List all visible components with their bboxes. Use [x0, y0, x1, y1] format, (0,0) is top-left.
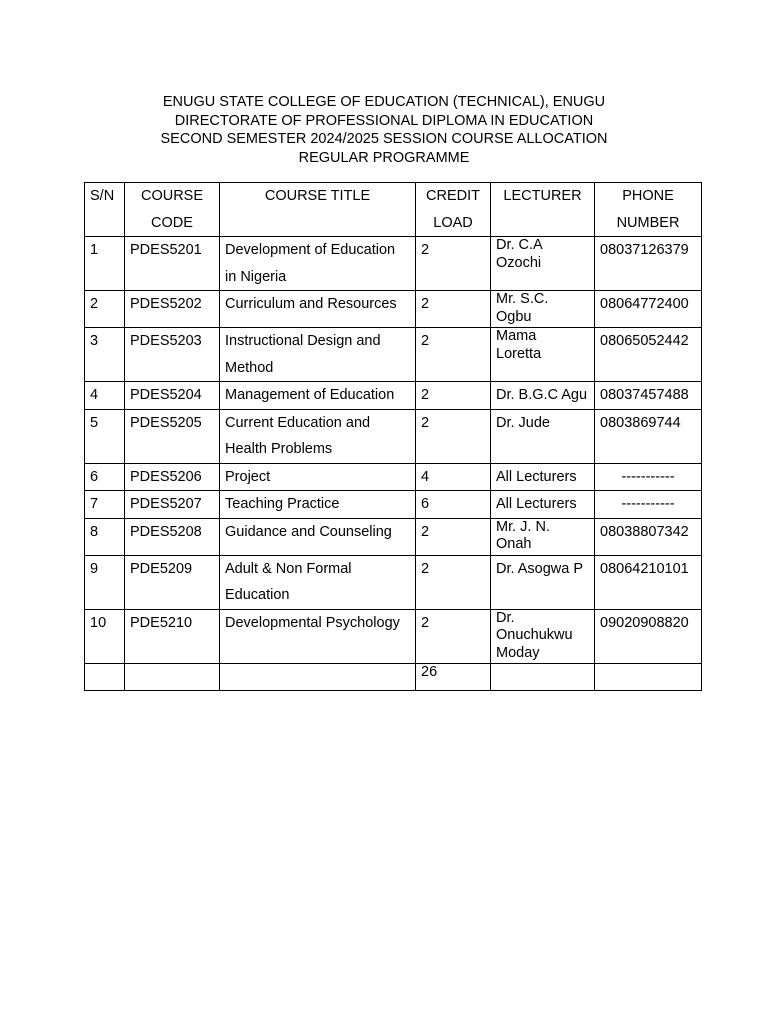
cell-sn: 3 [85, 328, 125, 382]
header-credit-load: CREDIT LOAD [416, 183, 491, 237]
cell-empty [220, 663, 416, 690]
cell-lecturer: Dr. Jude [491, 409, 595, 463]
cell-course-title: Curriculum and Resources [220, 291, 416, 328]
cell-course-code: PDES5201 [125, 237, 220, 291]
heading-directorate: DIRECTORATE OF PROFESSIONAL DIPLOMA IN EDUCATION [174, 112, 594, 129]
cell-course-title: Teaching Practice [220, 491, 416, 519]
course-allocation-table [84, 182, 702, 691]
cell-credit: 2 [416, 291, 491, 328]
cell-lecturer: Dr. C.A Ozochi [491, 237, 595, 291]
cell-course-code: PDES5208 [125, 518, 220, 555]
cell-lecturer: Dr. Onuchukwu Moday [491, 609, 595, 663]
table-row [85, 237, 702, 291]
table-row [85, 328, 702, 382]
cell-phone: 09020908820 [595, 609, 702, 663]
heading-session: SECOND SEMESTER 2024/2025 SESSION COURSE ALLOCATION [160, 131, 608, 147]
table-row [85, 609, 702, 663]
cell-course-title: Development of Education in Nigeria [220, 237, 416, 291]
table-row [85, 463, 702, 491]
cell-lecturer: All Lecturers [491, 491, 595, 519]
cell-empty [125, 663, 220, 690]
cell-credit: 2 [416, 328, 491, 382]
cell-phone: ----------- [595, 463, 702, 491]
cell-sn: 9 [85, 555, 125, 609]
cell-lecturer: Mr. J. N. Onah [491, 518, 595, 555]
table-row [85, 555, 702, 609]
header-course-code: COURSE CODE [125, 183, 220, 237]
cell-total-credit: 26 [416, 663, 491, 690]
cell-course-title: Adult & Non Formal Education [220, 555, 416, 609]
cell-sn: 6 [85, 463, 125, 491]
cell-phone: 08064772400 [595, 291, 702, 328]
table-total-row [85, 663, 702, 690]
cell-lecturer: All Lecturers [491, 463, 595, 491]
cell-sn: 5 [85, 409, 125, 463]
cell-lecturer: Mama Loretta [491, 328, 595, 382]
cell-sn: 10 [85, 609, 125, 663]
cell-credit: 2 [416, 237, 491, 291]
cell-lecturer: Mr. S.C. Ogbu [491, 291, 595, 328]
cell-course-code: PDES5207 [125, 491, 220, 519]
cell-credit: 2 [416, 409, 491, 463]
document-heading [0, 93, 768, 167]
table-row [85, 491, 702, 519]
cell-phone: 08037457488 [595, 382, 702, 410]
cell-sn: 4 [85, 382, 125, 410]
cell-course-code: PDE5209 [125, 555, 220, 609]
cell-course-title: Instructional Design and Method [220, 328, 416, 382]
cell-course-code: PDES5202 [125, 291, 220, 328]
cell-credit: 6 [416, 491, 491, 519]
cell-course-code: PDES5205 [125, 409, 220, 463]
cell-phone: 08065052442 [595, 328, 702, 382]
cell-sn: 2 [85, 291, 125, 328]
cell-credit: 2 [416, 555, 491, 609]
table-row [85, 409, 702, 463]
header-sn: S/N [85, 183, 125, 237]
heading-college: ENUGU STATE COLLEGE OF EDUCATION (TECHNICAL), ENUGU [162, 94, 606, 110]
table-row [85, 291, 702, 328]
cell-course-code: PDES5203 [125, 328, 220, 382]
cell-lecturer: Dr. B.G.C Agu [491, 382, 595, 410]
header-phone-number: PHONE NUMBER [595, 183, 702, 237]
header-course-title: COURSE TITLE [220, 183, 416, 237]
cell-empty [595, 663, 702, 690]
cell-credit: 2 [416, 609, 491, 663]
cell-course-title: Current Education and Health Problems [220, 409, 416, 463]
cell-phone: 08064210101 [595, 555, 702, 609]
cell-course-title: Developmental Psychology [220, 609, 416, 663]
cell-course-title: Management of Education [220, 382, 416, 410]
cell-credit: 2 [416, 518, 491, 555]
cell-course-title: Guidance and Counseling [220, 518, 416, 555]
cell-phone: 08037126379 [595, 237, 702, 291]
cell-course-code: PDES5206 [125, 463, 220, 491]
cell-lecturer: Dr. Asogwa P [491, 555, 595, 609]
cell-sn: 1 [85, 237, 125, 291]
cell-credit: 2 [416, 382, 491, 410]
cell-sn: 8 [85, 518, 125, 555]
cell-phone: 0803869744 [595, 409, 702, 463]
cell-sn: 7 [85, 491, 125, 519]
cell-credit: 4 [416, 463, 491, 491]
cell-phone: ----------- [595, 491, 702, 519]
cell-course-code: PDE5210 [125, 609, 220, 663]
cell-phone: 08038807342 [595, 518, 702, 555]
cell-course-code: PDES5204 [125, 382, 220, 410]
cell-empty [85, 663, 125, 690]
heading-programme: REGULAR PROGRAMME [298, 149, 470, 166]
table-row [85, 518, 702, 555]
table-header-row [85, 183, 702, 237]
header-lecturer: LECTURER [491, 183, 595, 237]
cell-course-title: Project [220, 463, 416, 491]
cell-empty [491, 663, 595, 690]
table-row [85, 382, 702, 410]
